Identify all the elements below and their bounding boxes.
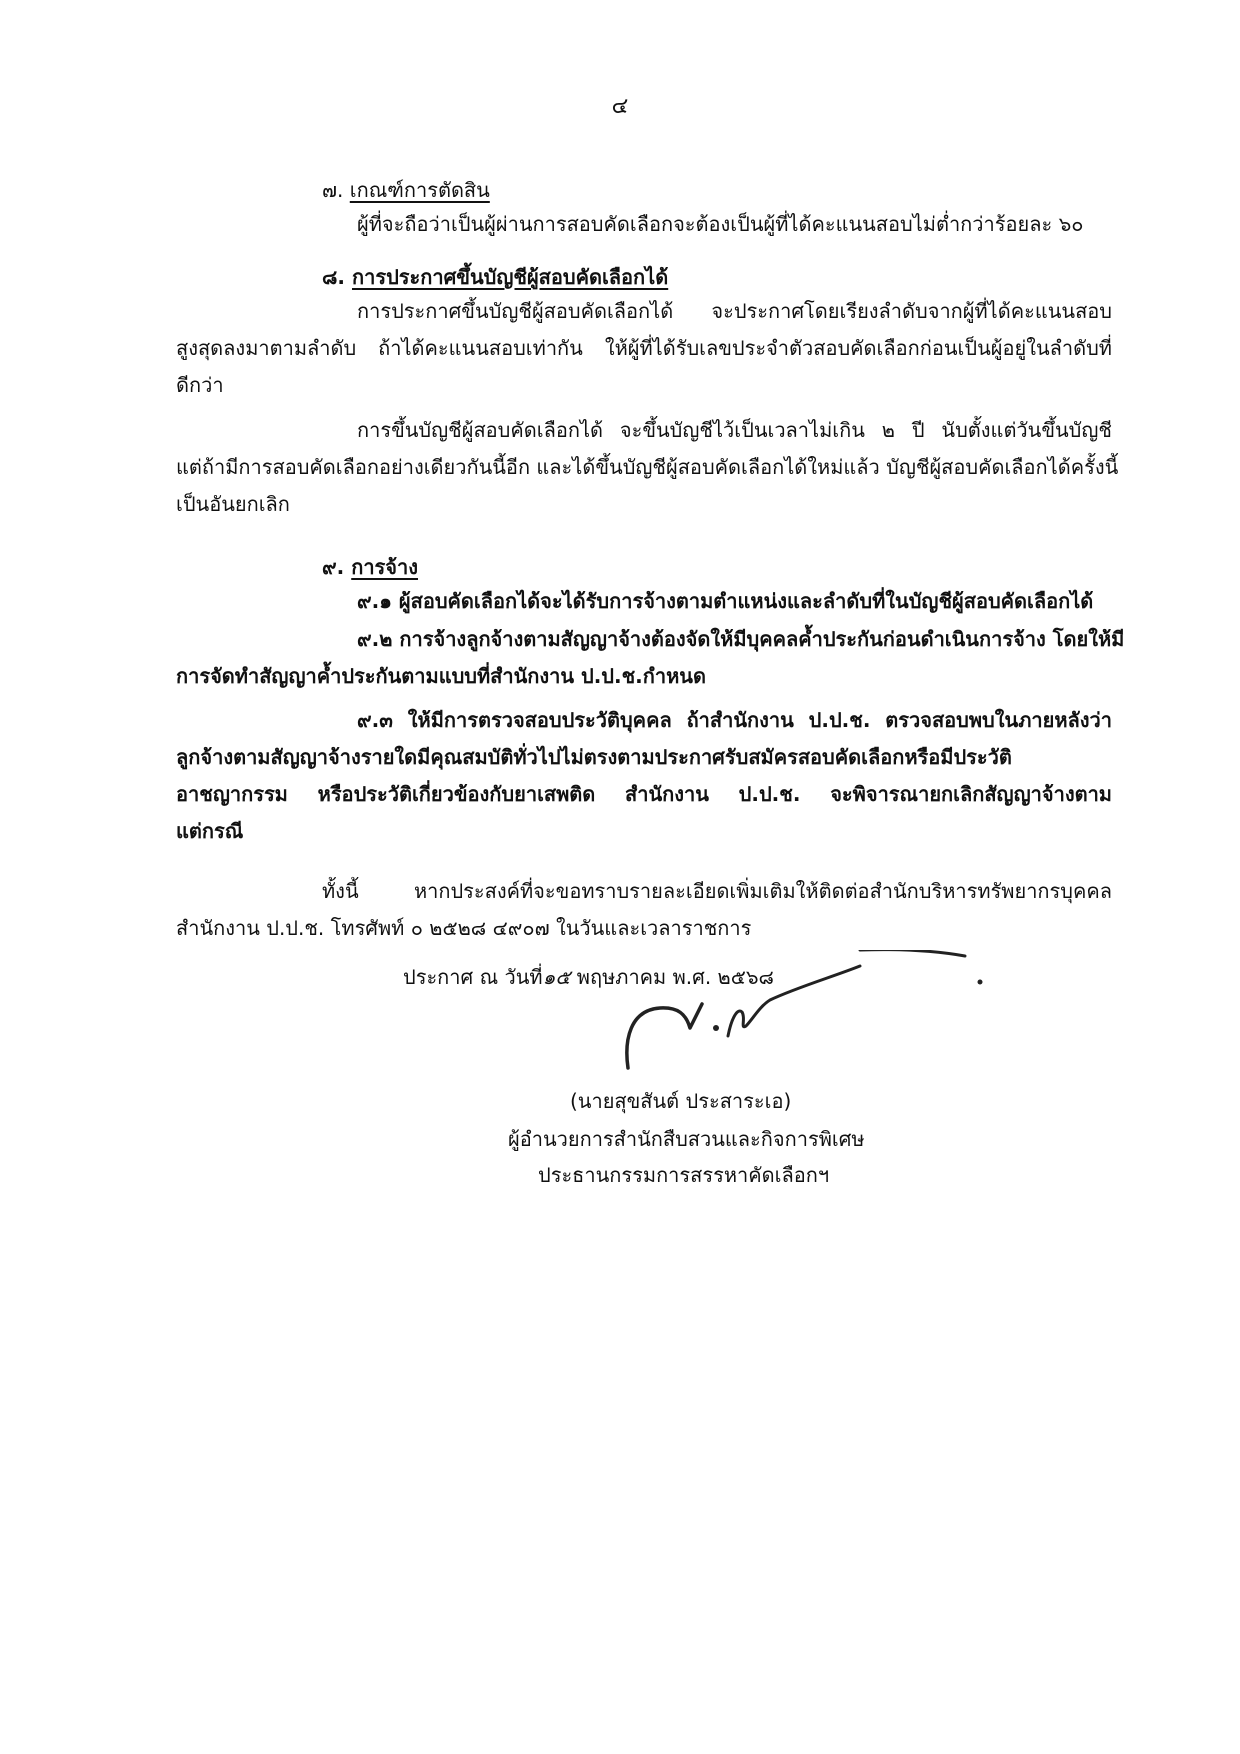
section-7-heading <box>322 175 490 205</box>
section-9-item-3-line4: แต่กรณี <box>176 819 244 843</box>
section-9-item-1: ๙.๑ ผู้สอบคัดเลือกได้จะได้รับการจ้างตามตำแหน่งและลำดับที่ในบัญชีผู้สอบคัดเลือกได้ <box>357 589 1094 613</box>
announcement-day: ๑๕ <box>542 965 571 989</box>
section-9-item-3-line3: อาชญากรรม หรือประวัติเกี่ยวข้องกับยาเสพติด สำนักงาน ป.ป.ช. จะพิจารณายกเลิกสัญญาจ้างตาม <box>176 782 1112 806</box>
section-9-item-3-line2: ลูกจ้างตามสัญญาจ้างรายใดมีคุณสมบัติทั่วไปไม่ตรงตามประกาศรับสมัครสอบคัดเลือกหรือมีประวัติ <box>176 745 1012 769</box>
section-8-para2-line3: เป็นอันยกเลิก <box>176 492 290 516</box>
closing-line-1: ทั้งนี้ หากประสงค์ที่จะขอทราบรายละเอียดเพิ่มเติมให้ติดต่อสำนักบริหารทรัพยากรบุคคล <box>322 879 1112 903</box>
closing-line-2: สำนักงาน ป.ป.ช. โทรศัพท์ ๐ ๒๕๒๘ ๔๙๐๗ ในวันและเวลาราชการ <box>176 916 752 940</box>
section-8-title: การประกาศขึ้นบัญชีผู้สอบคัดเลือกได้ <box>352 265 669 289</box>
announcement-month-year: พฤษภาคม พ.ศ. ๒๕๖๘ <box>570 965 774 989</box>
section-8-para2-line2: แต่ถ้ามีการสอบคัดเลือกอย่างเดียวกันนี้อีก และได้ขึ้นบัญชีผู้สอบคัดเลือกได้ใหม่แล้ว บัญชีผู้สอบคัดเลือกได้ครั้งนี้ <box>176 455 1119 479</box>
handwritten-signature <box>620 950 1000 1070</box>
section-8-para1-line1: การประกาศขึ้นบัญชีผู้สอบคัดเลือกได้ จะประกาศโดยเรียงลำดับจากผู้ที่ได้คะแนนสอบ <box>357 299 1112 323</box>
section-7-title: เกณฑ์การตัดสิน <box>349 178 490 202</box>
section-9-heading <box>322 552 418 582</box>
section-9-title: การจ้าง <box>351 555 419 579</box>
section-8-para1-line2: สูงสุดลงมาตามลำดับ ถ้าได้คะแนนสอบเท่ากัน ให้ผู้ที่ได้รับเลขประจำตัวสอบคัดเลือกก่อนเป็นผู้อยู่ในลำดับที่ <box>176 336 1112 360</box>
section-8-heading <box>322 262 668 292</box>
announcement-prefix: ประกาศ ณ วันที่ <box>403 965 543 989</box>
section-9-number: ๙. <box>322 555 345 579</box>
page-number: ๔ <box>611 94 629 119</box>
section-9-item-3-line1: ๙.๓ ให้มีการตรวจสอบประวัติบุคคล ถ้าสำนักงาน ป.ป.ช. ตรวจสอบพบในภายหลังว่า <box>357 708 1112 732</box>
section-8-para2-line1: การขึ้นบัญชีผู้สอบคัดเลือกได้ จะขึ้นบัญชีไว้เป็นเวลาไม่เกิน ๒ ปี นับตั้งแต่วันขึ้นบัญชี <box>357 418 1112 442</box>
section-7-number: ๗. <box>322 178 344 202</box>
section-8-para1-line3: ดีกว่า <box>176 373 224 397</box>
signatory-role: ประธานกรรมการสรรหาคัดเลือกฯ <box>538 1163 830 1187</box>
section-8-number: ๘. <box>322 265 346 289</box>
section-9-item-2-line1: ๙.๒ การจ้างลูกจ้างตามสัญญาจ้างต้องจัดให้มีบุคคลค้ำประกันก่อนดำเนินการจ้าง โดยให้มี <box>357 627 1125 651</box>
signatory-position: ผู้อำนวยการสำนักสืบสวนและกิจการพิเศษ <box>508 1127 865 1151</box>
section-9-item-2-line2: การจัดทำสัญญาค้ำประกันตามแบบที่สำนักงาน ป.ป.ช.กำหนด <box>176 664 706 688</box>
section-7-text: ผู้ที่จะถือว่าเป็นผู้ผ่านการสอบคัดเลือกจะต้องเป็นผู้ที่ได้คะแนนสอบไม่ต่ำกว่าร้อยละ ๖๐ <box>357 212 1084 236</box>
signatory-name: (นายสุขสันต์ ประสาระเอ) <box>570 1089 792 1113</box>
